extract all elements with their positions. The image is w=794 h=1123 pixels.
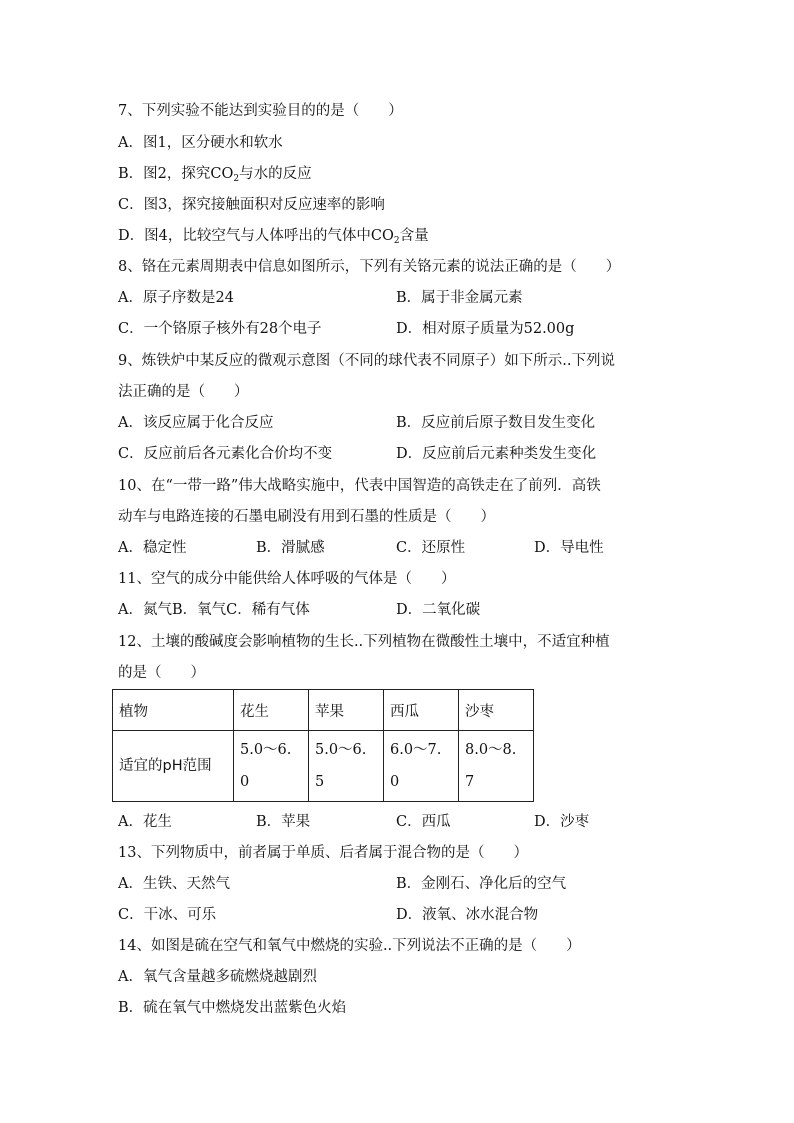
q13-option-c: C．干冰、可乐 [118,907,217,923]
q10-stem-line2: 动车与电路连接的石墨电刷没有用到石墨的性质是（ ） [118,509,495,525]
q7-option-d: D．图4，比较空气与人体呼出的气体中$CO_2$含量 [118,228,429,246]
q9-stem-line2: 法正确的是（ ） [118,384,249,400]
q10-option-b: B．滑腻感 [256,540,325,556]
q11-option-d: D．二氧化碳 [396,602,481,618]
q9-option-d: D．反应前后元素种类发生变化 [396,446,597,462]
q11-options-abc: A．氮气B．氧气C．稀有气体 [118,602,310,618]
table-header-cell: 沙枣 [459,690,534,731]
q11-stem: 11、空气的成分中能供给人体呼吸的气体是（ ） [118,571,456,587]
q8-option-a: A．原子序数是24 [118,290,234,306]
q10-option-c: C．还原性 [396,540,466,556]
table-row-label: 适宜的pH范围 [113,731,234,802]
table-cell: 5.0～6. 5 [309,731,384,802]
q10-option-d: D．导电性 [534,540,604,556]
q12-option-b: B．苹果 [256,814,311,830]
table-row [113,731,534,802]
table-cell: 8.0～8. 7 [459,731,534,802]
q8-option-b: B．属于非金属元素 [396,290,523,306]
q12-stem-line2: 的是（ ） [118,665,205,681]
q7-option-c: C．图3，探究接触面积对反应速率的影响 [118,197,385,213]
q8-option-c: C．一个铬原子核外有28个电子 [118,321,322,337]
q13-option-b: B．金刚石、净化后的空气 [396,876,567,892]
q14-option-b: B．硫在氧气中燃烧发出蓝紫色火焰 [118,1000,347,1016]
table-header-row [113,690,534,731]
table-header-cell: 花生 [234,690,309,731]
q7-option-a: A．图1，区分硬水和软水 [118,135,283,151]
q8-option-d: D．相对原子质量为52.00g [396,321,575,337]
q10-stem-line1: 10、在“一带一路”伟大战略实施中，代表中国智造的高铁走在了前列．高铁 [118,478,601,494]
q12-option-c: C．西瓜 [396,814,451,830]
table-cell: 5.0～6. 0 [234,731,309,802]
q13-option-d: D．液氧、冰水混合物 [396,907,539,923]
q14-stem: 14、如图是硫在空气和氧气中燃烧的实验..下列说法不正确的是（ ） [118,938,581,954]
table-header-cell: 苹果 [309,690,384,731]
table-cell: 6.0～7. 0 [384,731,459,802]
table-header-cell: 西瓜 [384,690,459,731]
q9-option-c: C．反应前后各元素化合价均不变 [118,446,333,462]
q10-option-a: A．稳定性 [118,540,187,556]
q12-stem-line1: 12、土壤的酸碱度会影响植物的生长..下列植物在微酸性土壤中，不适宜种植 [118,634,610,650]
q8-stem: 8、铬在元素周期表中信息如图所示，下列有关铬元素的说法正确的是（ ） [118,259,621,275]
q13-stem: 13、下列物质中，前者属于单质、后者属于混合物的是（ ） [118,845,528,861]
q14-option-a: A．氧气含量越多硫燃烧越剧烈 [118,969,317,985]
q9-option-b: B．反应前后原子数目发生变化 [396,415,596,431]
q7-option-b: B．图2，探究$CO_2$与水的反应 [118,166,312,184]
q13-option-a: A．生铁、天然气 [118,876,230,892]
q9-option-a: A．该反应属于化合反应 [118,415,274,431]
table-header-cell: 植物 [113,690,234,731]
q12-option-a: A．花生 [118,814,172,830]
q9-stem-line1: 9、炼铁炉中某反应的微观示意图（不同的球代表不同原子）如下所示..下列说 [118,353,615,369]
q7-stem: 7、下列实验不能达到实验目的的是（ ） [118,103,403,119]
q12-option-d: D．沙枣 [534,814,590,830]
ph-range-table [112,689,534,802]
